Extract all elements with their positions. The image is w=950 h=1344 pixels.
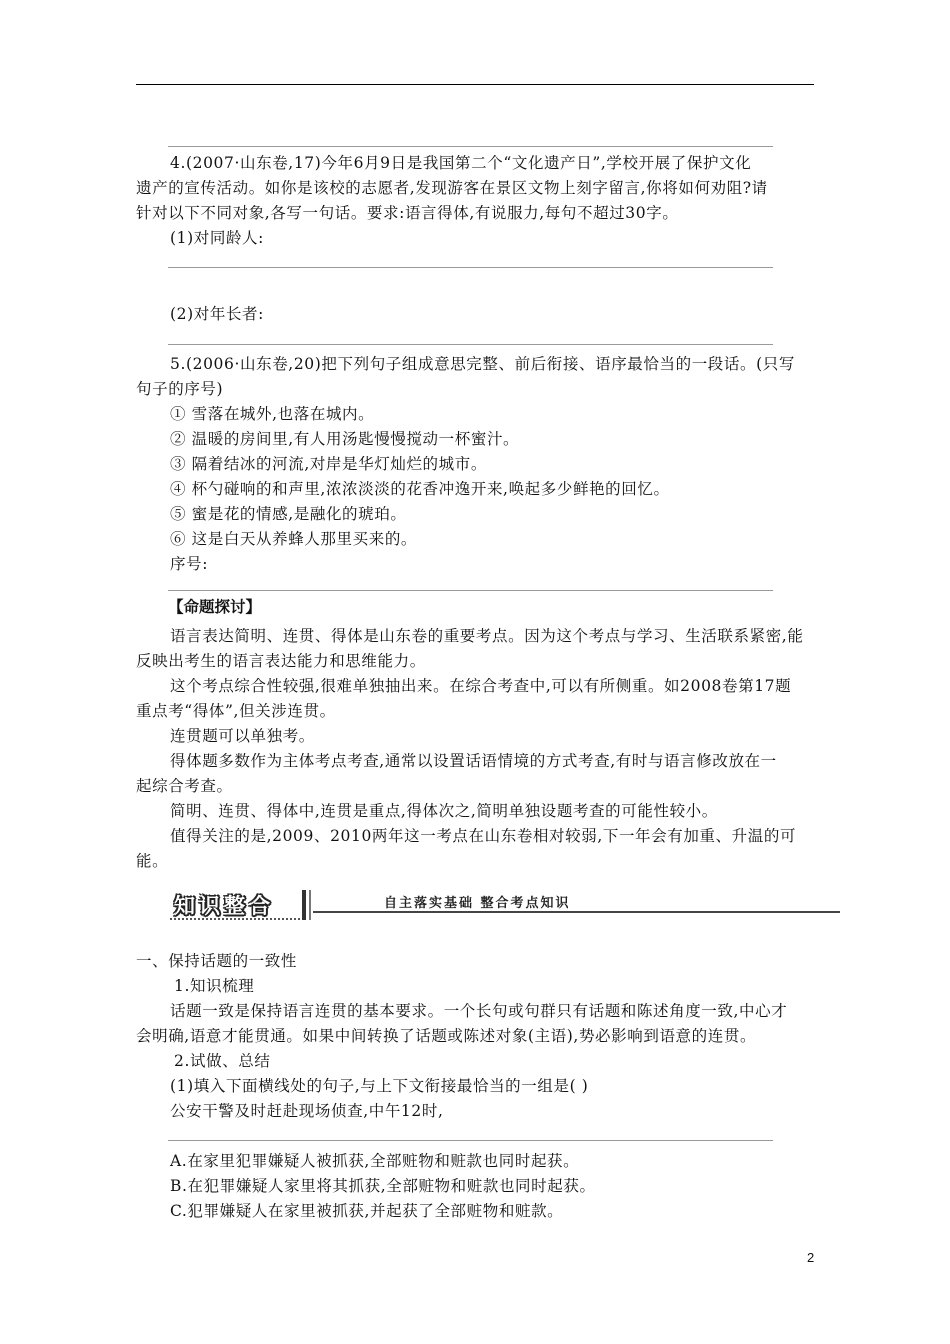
option-a: A.在家里犯罪嫌疑人被抓获,全部赃物和赃款也同时起获。: [170, 1152, 580, 1170]
q5-item: ③ 隔着结冰的河流,对岸是华灯灿烂的城市。: [170, 455, 487, 473]
question-stem: 公安干警及时赶赴现场侦查,中午12时,: [170, 1102, 444, 1120]
banner-rule: [313, 911, 840, 913]
q5-item: ⑤ 蜜是花的情感,是融化的琥珀。: [170, 505, 407, 523]
q4-sub1: (1)对同龄人:: [170, 229, 264, 247]
option-b: B.在犯罪嫌疑人家里将其抓获,全部赃物和赃款也同时起获。: [170, 1177, 596, 1195]
subsection-heading: 1.知识梳理: [174, 977, 255, 995]
discussion-line: 起综合考查。: [136, 777, 233, 795]
discussion-line: 这个考点综合性较强,很难单独抽出来。在综合考查中,可以有所侧重。如2008卷第17题: [170, 677, 792, 695]
q5-item: ① 雪落在城外,也落在城内。: [170, 405, 375, 423]
banner-title: 知识整合: [174, 894, 274, 918]
answer-line: [168, 146, 773, 147]
discussion-line: 能。: [136, 852, 169, 870]
discussion-line: 值得关注的是,2009、2010两年这一考点在山东卷相对较弱,下一年会有加重、升温的可: [170, 827, 797, 845]
answer-line: [168, 267, 773, 268]
answer-line: [168, 344, 773, 345]
discussion-line: 简明、连贯、得体中,连贯是重点,得体次之,简明单独设题考查的可能性较小。: [170, 802, 718, 820]
discussion-line: 语言表达简明、连贯、得体是山东卷的重要考点。因为这个考点与学习、生活联系紧密,能: [170, 627, 804, 645]
q5-item: ④ 杯勺碰响的和声里,浓浓淡淡的花香冲逸开来,唤起多少鲜艳的回忆。: [170, 480, 670, 498]
discussion-line: 连贯题可以单独考。: [170, 727, 315, 745]
discussion-line: 重点考“得体”,但关涉连贯。: [136, 702, 336, 720]
banner-dotted-rule: [170, 918, 300, 920]
banner-subtitle: 自主落实基础 整合考点知识: [384, 896, 571, 911]
q4-sub2: (2)对年长者:: [170, 305, 264, 323]
page-number: 2: [807, 1250, 815, 1265]
q5-answer-label: 序号:: [170, 555, 209, 573]
banner-divider: [302, 890, 306, 920]
q4-line: 4.(2007·山东卷,17)今年6月9日是我国第二个“文化遗产日”,学校开展了保护文化: [170, 154, 752, 172]
section-banner: [166, 888, 840, 928]
subsection-heading: 2.试做、总结: [174, 1052, 271, 1070]
section-para-line: 话题一致是保持语言连贯的基本要求。一个长句或句群只有话题和陈述角度一致,中心才: [170, 1002, 788, 1020]
q5-line: 5.(2006·山东卷,20)把下列句子组成意思完整、前后衔接、语序最恰当的一段话。(只写: [170, 355, 795, 373]
discussion-heading: 【命题探讨】: [168, 597, 262, 616]
answer-line: [168, 590, 773, 591]
banner-divider: [309, 890, 311, 920]
discussion-line: 得体题多数作为主体考点考查,通常以设置话语情境的方式考查,有时与语言修改放在一: [170, 752, 777, 770]
section-para-line: 会明确,语意才能贯通。如果中间转换了话题或陈述对象(主语),势必影响到语意的连贯。: [136, 1027, 757, 1045]
q4-line: 遗产的宣传活动。如你是该校的志愿者,发现游客在景区文物上刻字留言,你将如何劝阻?请: [136, 179, 768, 197]
question-text: (1)填入下面横线处的句子,与上下文衔接最恰当的一组是( ): [170, 1077, 589, 1095]
q4-line: 针对以下不同对象,各写一句话。要求:语言得体,有说服力,每句不超过30字。: [136, 204, 679, 222]
q5-item: ⑥ 这是白天从养蜂人那里买来的。: [170, 530, 418, 548]
header-rule: [136, 84, 814, 85]
answer-line: [168, 1140, 773, 1141]
q5-item: ② 温暖的房间里,有人用汤匙慢慢搅动一杯蜜汁。: [170, 430, 520, 448]
q5-line: 句子的序号): [136, 380, 224, 398]
option-c: C.犯罪嫌疑人在家里被抓获,并起获了全部赃物和赃款。: [170, 1202, 564, 1220]
section-heading: 一、保持话题的一致性: [136, 952, 298, 970]
discussion-line: 反映出考生的语言表达能力和思维能力。: [136, 652, 426, 670]
